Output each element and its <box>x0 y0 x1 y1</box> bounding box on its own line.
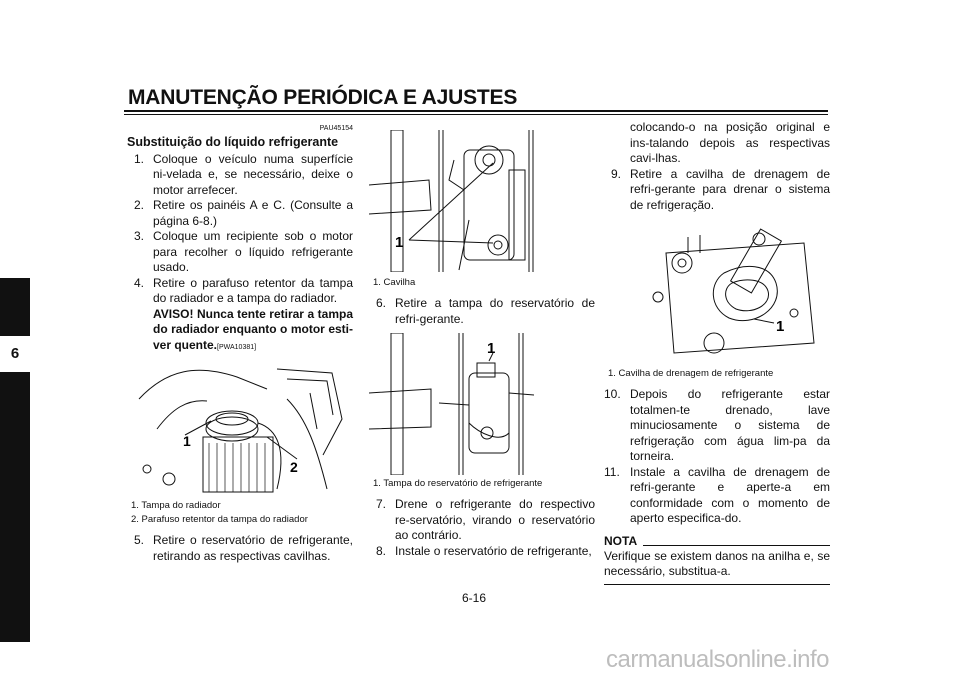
list-item: 9. Retire a cavilha de drenagem de refri-gerante para drenar o sistema de refrigeração. <box>611 166 830 212</box>
list-item: 8. Instale o reservatório de refrigerante, <box>376 543 592 558</box>
chapter-number: 6 <box>0 336 30 372</box>
reservoir-cap-figure <box>369 333 595 475</box>
column-2 <box>369 120 595 559</box>
nota-header <box>604 535 830 548</box>
step-8-continuation: colocando-o na posição original e ins-talando depois as respectivas cavi-lhas. <box>630 120 830 165</box>
list-item: 2. Retire os painéis A e C. (Consulte a página 6-8.) <box>134 198 353 228</box>
nota-bottom-rule <box>604 584 830 585</box>
figure-label-1: 1 <box>776 318 785 335</box>
page-number: 6-16 <box>462 591 487 605</box>
figure-caption: 1. Cavilha <box>373 277 416 288</box>
list-item: 6. Retire a tampa do reservatório de refri-gerante. <box>376 296 595 326</box>
figure-caption: 1. Tampa do radiador 2. Parafuso retentor da tampa do radiador <box>131 500 308 525</box>
list-item: 10. Depois do refrigerante estar totalmen-te drenado, lave minuciosamente o sistema de refrigeração com água lim-pa da torneira. <box>604 387 830 463</box>
column-1 <box>127 120 353 564</box>
warning-code: [PWA10381] <box>217 343 257 351</box>
figure-caption: 1. Tampa do reservatório de refrigerante <box>373 478 543 489</box>
chapter-tab <box>0 278 30 642</box>
steps-list <box>369 497 595 559</box>
nota-text: Verifique se existem danos na anilha e, se necessário, substitua-a. <box>604 548 830 578</box>
steps-list <box>369 296 595 327</box>
list-item: 7. Drene o refrigerante do respectivo re-servatório, virando o reservatório ao contrário. <box>376 497 595 542</box>
figure-label-1: 1 <box>183 433 191 449</box>
steps-list <box>127 533 353 564</box>
radiator-cap-figure <box>127 359 353 497</box>
list-item: 11. Instale a cavilha de drenagem de refri-gerante e aperte-a em conformidade com o momento de aperto especifica-do. <box>604 464 830 525</box>
column-3 <box>604 120 830 585</box>
watermark: carmanualsonline.info <box>606 646 829 673</box>
steps-list <box>604 167 830 214</box>
page-title: MANUTENÇÃO PERIÓDICA E AJUSTES <box>128 86 518 109</box>
title-rule-thin <box>124 114 828 115</box>
section-heading: Substituição do líquido refrigerante <box>127 135 339 149</box>
figure-label-1: 1 <box>395 234 404 251</box>
nota-rule <box>643 545 830 546</box>
list-item: 1. Coloque o veículo numa superfície ni-velada e, se necessário, deixe o motor arrefecer. <box>134 151 353 197</box>
warning-text: AVISO! Nunca tente retirar a tampa do radiador enquanto o motor esti-ver quente.[PWA10381] <box>153 306 353 352</box>
list-item: 3. Coloque um recipiente sob o motor para recolher o líquido refrigerante usado. <box>134 229 353 274</box>
steps-list <box>604 387 830 527</box>
figure-caption: 1. Cavilha de drenagem de refrigerante <box>608 368 774 379</box>
title-rule <box>124 110 828 112</box>
list-item: 4. Retire o parafuso retentor da tampa do radiador e a tampa do radiador. AVISO! Nunca tente retirar a tampa do radiador enquanto o motor esti-ver quente.[PWA10381] <box>127 276 353 356</box>
steps-list <box>127 152 353 356</box>
figure-label-2: 2 <box>290 459 298 475</box>
figure-label-1: 1 <box>487 340 496 357</box>
bolt-figure <box>369 130 595 272</box>
list-item: 5. Retire o reservatório de refrigerante, retirando as respectivas cavilhas. <box>134 533 353 563</box>
section-code: PAU45154 <box>319 125 353 132</box>
drain-bolt-figure <box>604 223 830 365</box>
nota-label: NOTA <box>604 533 638 548</box>
